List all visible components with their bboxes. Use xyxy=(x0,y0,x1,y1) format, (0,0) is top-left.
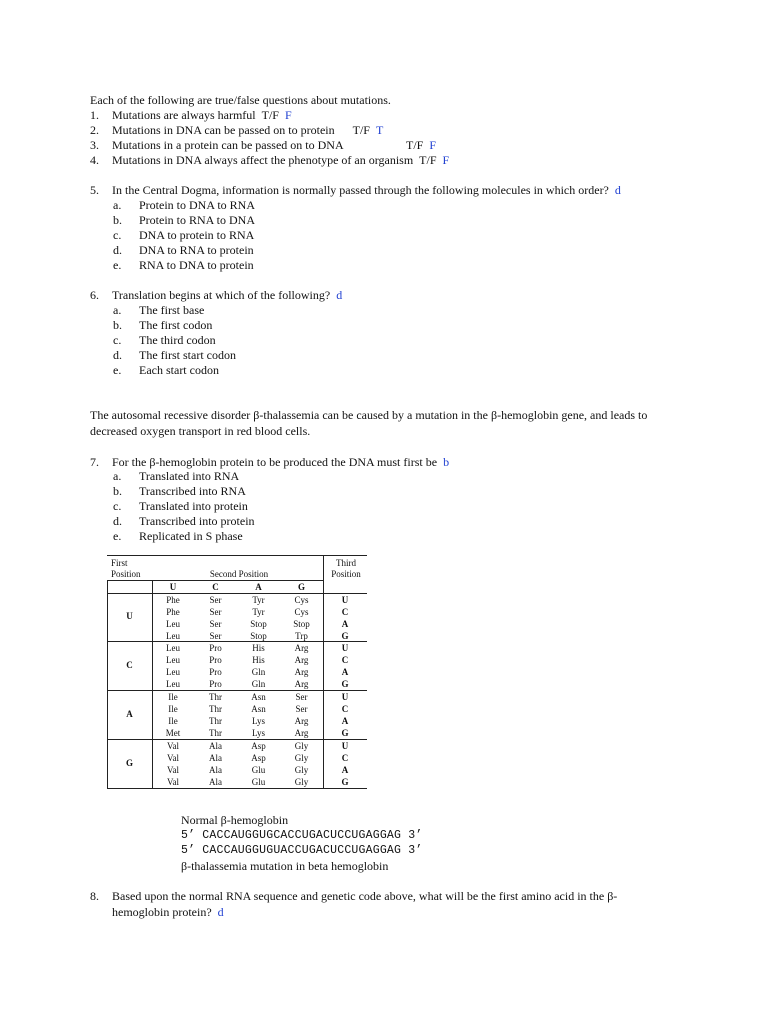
option-6d xyxy=(113,348,236,363)
codon-CCC: Pro xyxy=(209,655,222,665)
codon-UUU: Phe xyxy=(166,595,180,605)
codon-UAC: Tyr xyxy=(252,607,265,617)
codon-ACG: Thr xyxy=(209,728,222,738)
second-position-label: Second Position xyxy=(209,569,269,579)
option-text: The first base xyxy=(139,303,205,317)
answer: F xyxy=(442,153,450,167)
option-6c xyxy=(113,333,216,348)
first-base-U: U xyxy=(126,611,133,621)
codon-AGU: Ser xyxy=(295,692,308,702)
tf-intro: Each of the following are true/false questions about mutations. xyxy=(90,93,391,107)
option-text: Replicated in S phase xyxy=(139,529,243,543)
codon-AGC: Ser xyxy=(295,704,308,714)
codon-CGG: Arg xyxy=(294,679,309,689)
passage-line-2: decreased oxygen transport in red blood cells. xyxy=(90,424,311,438)
codon-CUG: Leu xyxy=(166,679,180,689)
table-top-border xyxy=(107,555,367,556)
option-letter: a. xyxy=(113,469,122,483)
tf-question-2 xyxy=(90,123,383,138)
second-base-U: U xyxy=(169,582,177,592)
mutant-sequence: 5’ CACCAUGGUGUACCUGACUCCUGAGGAG 3’ xyxy=(181,844,423,857)
codon-GAC: Asp xyxy=(251,753,266,763)
option-letter: d. xyxy=(113,514,122,528)
codon-CUA: Leu xyxy=(166,667,180,677)
codon-GAU: Asp xyxy=(251,741,266,751)
option-letter: a. xyxy=(113,303,122,317)
option-letter: b. xyxy=(113,484,122,498)
question-number: 7. xyxy=(90,455,99,469)
option-text: Translated into protein xyxy=(139,499,248,513)
answer: d xyxy=(336,288,343,302)
codon-UGC: Cys xyxy=(294,607,309,617)
answer: T xyxy=(375,123,384,137)
codon-GUC: Val xyxy=(167,753,179,763)
option-text: The first start codon xyxy=(139,348,236,362)
option-text: Transcribed into protein xyxy=(139,514,255,528)
codon-CAU: His xyxy=(252,643,265,653)
codon-AAU: Asn xyxy=(251,692,266,702)
third-base: U xyxy=(341,741,349,751)
question-text: Translation begins at which of the following? xyxy=(112,288,331,302)
option-text: DNA to RNA to protein xyxy=(139,243,254,257)
option-5b xyxy=(113,213,255,228)
codon-CGC: Arg xyxy=(294,655,309,665)
option-7b xyxy=(113,484,246,499)
option-letter: a. xyxy=(113,198,122,212)
codon-AUA: Ile xyxy=(168,716,178,726)
codon-UUC: Phe xyxy=(166,607,180,617)
question-7 xyxy=(90,455,449,470)
codon-UUG: Leu xyxy=(166,631,180,641)
option-7a xyxy=(113,469,239,484)
question-text: Mutations in a protein can be passed on to DNA xyxy=(112,138,344,152)
codon-GUU: Val xyxy=(167,741,179,751)
first-position-label-2: Position xyxy=(111,569,141,579)
question-number: 5. xyxy=(90,183,99,197)
question-text: For the β-hemoglobin protein to be produced the DNA must first be xyxy=(112,455,438,469)
question-5 xyxy=(90,183,621,198)
question-number: 3. xyxy=(90,138,99,152)
second-base-C: C xyxy=(212,582,219,592)
option-letter: e. xyxy=(113,258,122,272)
option-letter: d. xyxy=(113,348,122,362)
question-8-line-2 xyxy=(112,905,224,920)
option-text: DNA to protein to RNA xyxy=(139,228,255,242)
second-base-G: G xyxy=(297,582,305,592)
codon-CCG: Pro xyxy=(209,679,222,689)
option-text: Protein to RNA to DNA xyxy=(139,213,256,227)
third-position-label-1: Third xyxy=(336,558,356,568)
option-letter: c. xyxy=(113,499,122,513)
codon-CCU: Pro xyxy=(209,643,222,653)
codon-GGG: Gly xyxy=(294,777,309,787)
option-6a xyxy=(113,303,204,318)
first-base-A: A xyxy=(126,709,133,719)
codon-AGG: Arg xyxy=(294,728,309,738)
answer: d xyxy=(217,905,224,919)
third-base: A xyxy=(341,619,349,629)
codon-UUA: Leu xyxy=(166,619,180,629)
option-5c xyxy=(113,228,254,243)
genetic-code-table xyxy=(107,555,367,789)
codon-GCA: Ala xyxy=(209,765,222,775)
tf-marker: T/F xyxy=(352,123,370,137)
codon-GCU: Ala xyxy=(209,741,222,751)
answer: F xyxy=(429,138,437,152)
third-base: C xyxy=(341,655,349,665)
codon-UCA: Ser xyxy=(209,619,222,629)
tf-question-4 xyxy=(90,153,449,168)
answer: b xyxy=(443,455,450,469)
codon-UCG: Ser xyxy=(209,631,222,641)
codon-GUG: Val xyxy=(167,777,179,787)
codon-AUU: Ile xyxy=(168,692,178,702)
option-5d xyxy=(113,243,254,258)
table-bottom-border xyxy=(107,788,367,789)
codon-CGU: Arg xyxy=(294,643,309,653)
option-text: The third codon xyxy=(139,333,216,347)
codon-AAA: Lys xyxy=(251,716,265,726)
option-text: Transcribed into RNA xyxy=(139,484,246,498)
third-base: C xyxy=(341,704,349,714)
third-base: U xyxy=(341,595,349,605)
question-text: Based upon the normal RNA sequence and genetic code above, what will be the first amino acid in the β- xyxy=(112,889,618,903)
codon-CCA: Pro xyxy=(209,667,222,677)
option-text: Translated into RNA xyxy=(139,469,240,483)
first-position-label-1: First xyxy=(111,558,128,568)
codon-CUU: Leu xyxy=(166,643,180,653)
third-base: C xyxy=(341,607,349,617)
codon-GUA: Val xyxy=(167,765,179,775)
tf-question-1 xyxy=(90,108,292,123)
tf-marker: T/F xyxy=(406,138,424,152)
third-base: C xyxy=(341,753,349,763)
codon-GCC: Ala xyxy=(209,753,222,763)
codon-ACC: Thr xyxy=(209,704,222,714)
question-text: hemoglobin protein? xyxy=(112,905,212,919)
question-number: 2. xyxy=(90,123,99,137)
third-base: G xyxy=(341,679,349,689)
tf-question-3 xyxy=(90,138,344,153)
codon-ACA: Thr xyxy=(209,716,222,726)
option-letter: d. xyxy=(113,243,122,257)
codon-AGA: Arg xyxy=(294,716,309,726)
normal-sequence: 5’ CACCAUGGUGCACCUGACUCCUGAGGAG 3’ xyxy=(181,829,423,842)
tf-question-3-answer xyxy=(406,138,436,153)
option-7e xyxy=(113,529,243,544)
answer: d xyxy=(614,183,621,197)
codon-GAA: Glu xyxy=(251,765,266,775)
tf-marker: T/F xyxy=(419,153,437,167)
question-number: 4. xyxy=(90,153,99,167)
option-letter: b. xyxy=(113,318,122,332)
option-letter: c. xyxy=(113,333,122,347)
codon-AAG: Lys xyxy=(251,728,265,738)
question-8 xyxy=(90,889,617,904)
codon-CAG: Gln xyxy=(251,679,266,689)
third-base: U xyxy=(341,643,349,653)
option-5a xyxy=(113,198,255,213)
third-position-label-2: Position xyxy=(331,569,361,579)
option-7d xyxy=(113,514,255,529)
question-number: 1. xyxy=(90,108,99,122)
third-base: G xyxy=(341,631,349,641)
question-number: 6. xyxy=(90,288,99,302)
question-text: In the Central Dogma, information is normally passed through the following molecules in which order? xyxy=(112,183,609,197)
codon-UGU: Cys xyxy=(294,595,309,605)
second-base-A: A xyxy=(255,582,262,592)
third-base: A xyxy=(341,716,349,726)
codon-GAG: Glu xyxy=(251,777,266,787)
codon-ACU: Thr xyxy=(209,692,222,702)
first-base-C: C xyxy=(126,660,133,670)
codon-UGA: Stop xyxy=(293,619,310,629)
codon-CGA: Arg xyxy=(294,667,309,677)
normal-sequence-label: Normal β-hemoglobin xyxy=(181,813,289,827)
option-text: Protein to DNA to RNA xyxy=(139,198,256,212)
codon-UCC: Ser xyxy=(209,607,222,617)
third-base: U xyxy=(341,692,349,702)
codon-UGG: Trp xyxy=(295,631,308,641)
codon-CAA: Gln xyxy=(251,667,266,677)
option-letter: c. xyxy=(113,228,122,242)
question-6 xyxy=(90,288,342,303)
option-text: The first codon xyxy=(139,318,213,332)
third-base: G xyxy=(341,777,349,787)
third-base: A xyxy=(341,765,349,775)
codon-CAC: His xyxy=(252,655,265,665)
question-number: 8. xyxy=(90,889,99,903)
codon-GCG: Ala xyxy=(209,777,222,787)
option-text: RNA to DNA to protein xyxy=(139,258,254,272)
question-text: Mutations are always harmful xyxy=(112,108,256,122)
option-letter: e. xyxy=(113,529,122,543)
answer: F xyxy=(284,108,292,122)
codon-UCU: Ser xyxy=(209,595,222,605)
question-text: Mutations in DNA always affect the phenotype of an organism xyxy=(112,153,414,167)
option-5e xyxy=(113,258,254,273)
codon-UAA: Stop xyxy=(250,619,267,629)
third-base: A xyxy=(341,667,349,677)
codon-AUC: Ile xyxy=(168,704,178,714)
codon-AAC: Asn xyxy=(251,704,266,714)
passage-line-1: The autosomal recessive disorder β-thalassemia can be caused by a mutation in the β-hemoglobin gene, and leads to xyxy=(90,408,648,422)
option-letter: b. xyxy=(113,213,122,227)
codon-GGU: Gly xyxy=(294,741,309,751)
option-7c xyxy=(113,499,248,514)
first-base-G: G xyxy=(125,758,133,768)
codon-GGA: Gly xyxy=(294,765,309,775)
codon-UAG: Stop xyxy=(250,631,267,641)
mutant-sequence-label: β-thalassemia mutation in beta hemoglobin xyxy=(181,859,389,873)
codon-AUG: Met xyxy=(165,728,181,738)
option-letter: e. xyxy=(113,363,122,377)
option-text: Each start codon xyxy=(139,363,219,377)
option-6e xyxy=(113,363,219,378)
option-6b xyxy=(113,318,212,333)
codon-CUC: Leu xyxy=(166,655,180,665)
codon-GGC: Gly xyxy=(294,753,309,763)
third-base: G xyxy=(341,728,349,738)
tf-marker: T/F xyxy=(261,108,279,122)
question-text: Mutations in DNA can be passed on to protein xyxy=(112,123,335,137)
codon-UAU: Tyr xyxy=(252,595,265,605)
